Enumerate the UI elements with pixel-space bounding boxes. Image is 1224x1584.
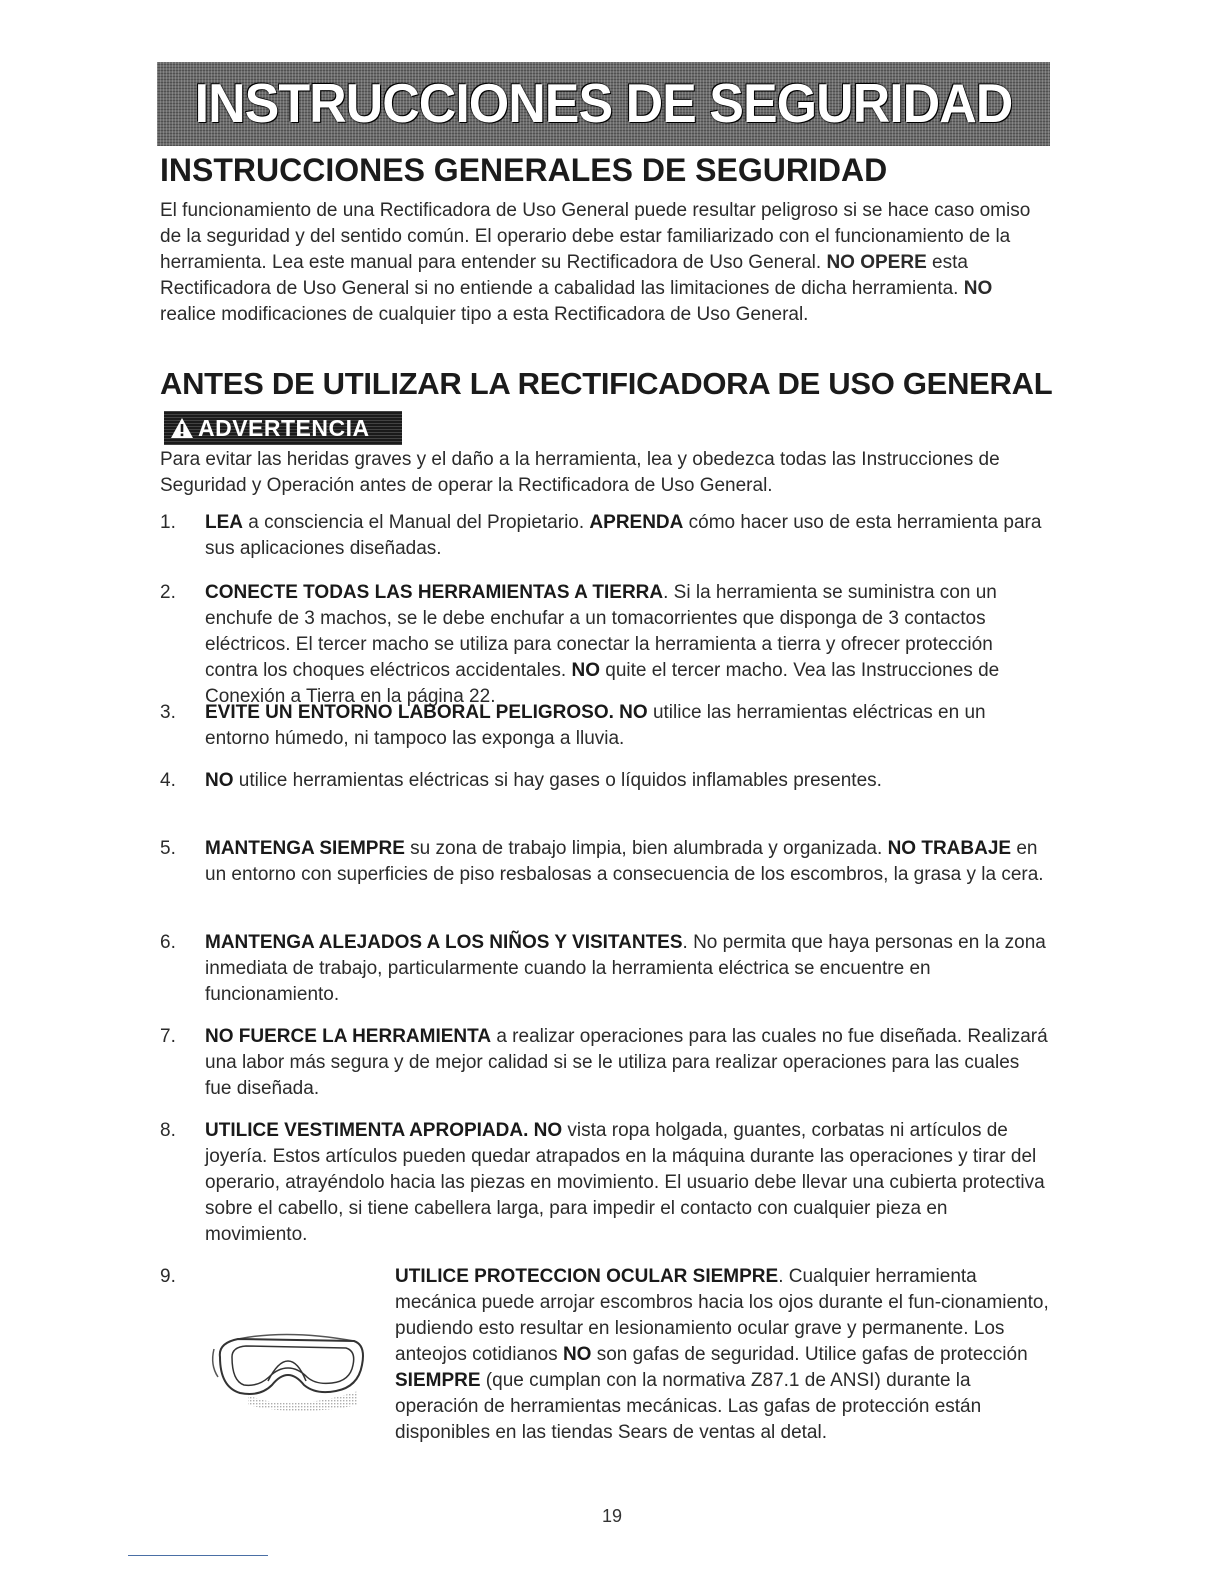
page-number: 19 bbox=[601, 1506, 623, 1526]
footer-divider bbox=[128, 1555, 268, 1556]
list-item: 8. UTILICE VESTIMENTA APROPIADA. NO vista ropa holgada, guantes, corbatas ni artículos de joyería. Estos artículos pueden quedar atrapados en la máquina durante las operaciones y tirar del operario, atrayéndolo hacia las piezas en movimiento. El usuario debe llevar una cubierta protectiva sobre el cabello, si tiene cabellera larga, para impedir el contacto con cualquier pieza en movimiento. bbox=[160, 1120, 1045, 1245]
list-item: 5. MANTENGA SIEMPRE su zona de trabajo limpia, bien alumbrada y organizada. NO TRABAJE en un entorno con superficies de piso resbalosas a consecuencia de los escombros, la grasa y la cera. bbox=[160, 838, 1044, 885]
banner bbox=[157, 62, 1050, 146]
section-title-general: INSTRUCCIONES GENERALES DE SEGURIDAD bbox=[160, 152, 888, 188]
list-item: 1. LEA a consciencia el Manual del Propietario. APRENDA cómo hacer uso de esta herramienta para sus aplicaciones diseñadas. bbox=[160, 512, 1042, 559]
warning-label bbox=[164, 411, 402, 445]
list-item-number: 1. bbox=[160, 512, 176, 533]
list-item-number: 3. bbox=[160, 702, 176, 723]
list-item-number: 7. bbox=[160, 1026, 176, 1047]
list-item: 4. NO utilice herramientas eléctricas si hay gases o líquidos inflamables presentes. bbox=[160, 768, 1050, 794]
banner-title: INSTRUCCIONES DE SEGURIDAD bbox=[194, 73, 1013, 135]
list-item: 7. NO FUERCE LA HERRAMIENTA a realizar operaciones para las cuales no fue diseñada. Realizará una labor más segura y de mejor calidad si se le utiliza para realizar operaciones para las cuales fue diseñada. bbox=[160, 1026, 1048, 1099]
general-safety-paragraph: El funcionamiento de una Rectificadora de Uso General puede resultar peligroso si se hace caso omiso de la seguridad y del sentido común. El operario debe estar familiarizado con el funcionamiento de la herramienta. Lea este manual para entender su Rectificadora de Uso General. NO OPERE esta Rectificadora de Uso General si no entiende a cabalidad las limitaciones de dicha herramienta. NO realice modificaciones de cualquier tipo a esta Rectificadora de Uso General. bbox=[160, 200, 1031, 325]
list-item-number: 8. bbox=[160, 1120, 176, 1141]
list-item: 6. MANTENGA ALEJADOS A LOS NIÑOS Y VISITANTES. No permita que haya personas en la zona inmediata de trabajo, particularmente cuando la herramienta eléctrica se encuentre en funcionamiento. bbox=[160, 932, 1046, 1005]
section-title-before-use: ANTES DE UTILIZAR LA RECTIFICADORA DE USO GENERAL bbox=[160, 366, 1053, 401]
list-item: 2. CONECTE TODAS LAS HERRAMIENTAS A TIERRA. Si la herramienta se suministra con un enchufe de 3 machos, se le debe enchufar a un tomacorrientes que disponga de 3 contactos eléctricos. El tercer macho se utiliza para conectar la herramienta a tierra y ofrecer protección contra los choques eléctricos accidentales. NO quite el tercer macho. Vea las Instrucciones de Conexión a Tierra en la página 22. bbox=[160, 582, 1000, 707]
list-item-number: 6. bbox=[160, 932, 176, 953]
warning-label-text: ADVERTENCIA bbox=[198, 414, 370, 441]
safety-goggles-icon bbox=[208, 1325, 368, 1415]
list-item-number: 2. bbox=[160, 582, 176, 603]
list-item-number: 9. bbox=[160, 1266, 176, 1287]
list-item-number: 4. bbox=[160, 770, 176, 791]
list-item: 3. EVITE UN ENTORNO LABORAL PELIGROSO. NO utilice las herramientas eléctricas en un entorno húmedo, ni tampoco las exponga a lluvia. bbox=[160, 702, 986, 749]
list-item-number: 5. bbox=[160, 838, 176, 859]
warning-triangle-icon bbox=[170, 417, 194, 439]
warning-paragraph: Para evitar las heridas graves y el daño a la herramienta, lea y obedezca todas las Instrucciones de Seguridad y Operación antes de operar la Rectificadora de Uso General. bbox=[160, 449, 1000, 496]
list-item: 9. UTILICE PROTECCION OCULAR SIEMPRE. Cualquier herramienta mecánica puede arrojar escombros hacia los ojos durante el fun-cionamiento, pudiendo esto resultar en lesionamiento ocular grave y permanente. Los anteojos cotidianos NO son gafas de seguridad. Utilice gafas de protección SIEMPRE (que cumplan con la normativa Z87.1 de ANSI) durante la operación de herramientas mecánicas. Las gafas de protección están disponibles en las tiendas Sears de ventas al detal. bbox=[160, 1266, 1049, 1443]
